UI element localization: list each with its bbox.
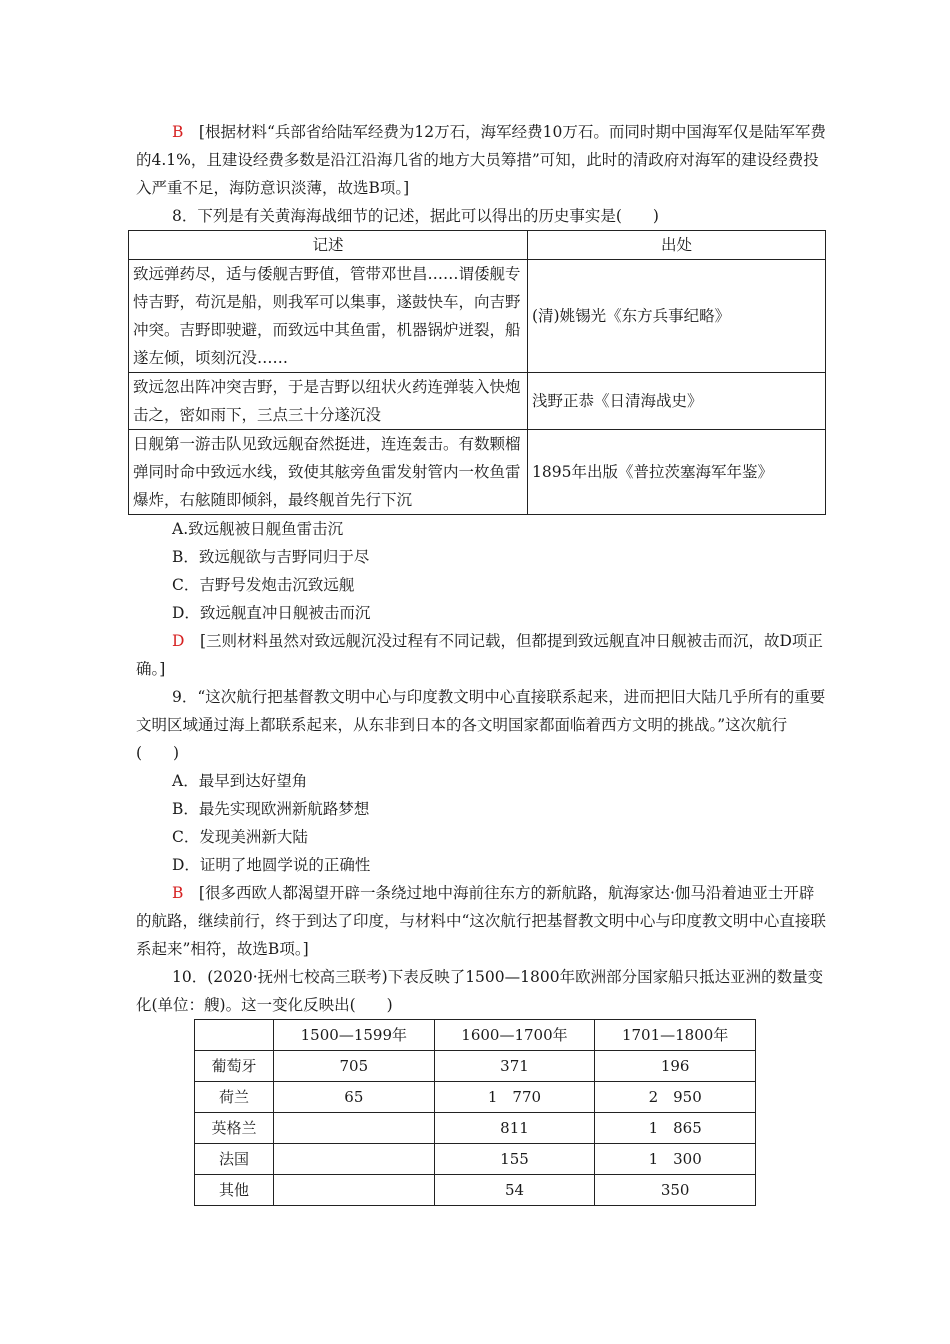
table-row xyxy=(195,1144,756,1175)
answer-explanation: [三则材料虽然对致远舰沉没过程有不同记载，但都提到致远舰直冲日舰被击而沉，故D项正确。] xyxy=(136,632,823,678)
country-cell: 英格兰 xyxy=(195,1113,274,1144)
question-8-table xyxy=(128,230,826,515)
source-cell: (清)姚锡光《东方兵事纪略》 xyxy=(528,260,826,373)
option-c: C．吉野号发炮击沉致远舰 xyxy=(172,576,355,594)
table-row xyxy=(195,1051,756,1082)
value-cell: 811 xyxy=(434,1113,595,1144)
question-9-stem: 9．“这次航行把基督教文明中心与印度教文明中心直接联系起来，进而把旧大陆几乎所有的重要文明区域通过海上都联系起来，从东非到日本的各文明国家都面临着西方文明的挑战。”这次航行( ) xyxy=(136,688,826,762)
table-header-record: 记述 xyxy=(129,231,528,260)
answer-7 xyxy=(136,118,826,202)
table-row xyxy=(129,373,826,430)
value-cell: 1 865 xyxy=(595,1113,756,1144)
value-cell: 705 xyxy=(274,1051,435,1082)
question-10-table xyxy=(194,1019,756,1206)
country-cell: 葡萄牙 xyxy=(195,1051,274,1082)
table-row xyxy=(195,1082,756,1113)
answer-letter: B xyxy=(172,123,184,141)
value-cell: 371 xyxy=(434,1051,595,1082)
table-row xyxy=(129,430,826,515)
record-cell: 致远弹药尽，适与倭舰吉野值，管带邓世昌……谓倭舰专恃吉野，苟沉是船，则我军可以集事，遂鼓快车，向吉野冲突。吉野即驶避，而致远中其鱼雷，机器锅炉迸裂，船遂左倾，顷刻沉没…… xyxy=(129,260,528,373)
value-cell: 2 950 xyxy=(595,1082,756,1113)
source-cell: 1895年出版《普拉茨塞海军年鉴》 xyxy=(528,430,826,515)
option-a: A.致远舰被日舰鱼雷击沉 xyxy=(172,520,344,538)
answer-letter: D xyxy=(172,632,185,650)
value-cell: 155 xyxy=(434,1144,595,1175)
table-header-period: 1701—1800年 xyxy=(595,1020,756,1051)
table-header-source: 出处 xyxy=(528,231,826,260)
value-cell: 1 300 xyxy=(595,1144,756,1175)
table-row xyxy=(195,1113,756,1144)
value-cell: 350 xyxy=(595,1175,756,1206)
option-b: B．最先实现欧洲新航路梦想 xyxy=(172,800,370,818)
question-8-stem: 8．下列是有关黄海海战细节的记述，据此可以得出的历史事实是( ) xyxy=(172,207,659,225)
country-cell: 荷兰 xyxy=(195,1082,274,1113)
value-cell: 196 xyxy=(595,1051,756,1082)
answer-explanation: [很多西欧人都渴望开辟一条绕过地中海前往东方的新航路，航海家达·伽马沿着迪亚士开辟的航路，继续前行，终于到达了印度，与材料中“这次航行把基督教文明中心与印度教文明中心直接联系起来”相符，故选B项。] xyxy=(136,884,826,958)
question-10-stem: 10．(2020·抚州七校高三联考)下表反映了1500—1800年欧洲部分国家船只抵达亚洲的数量变化(单位：艘)。这一变化反映出( ) xyxy=(136,968,824,1014)
option-a: A．最早到达好望角 xyxy=(172,772,308,790)
option-b: B．致远舰欲与吉野同归于尽 xyxy=(172,548,370,566)
table-header-corner xyxy=(195,1020,274,1051)
source-cell: 浅野正恭《日清海战史》 xyxy=(528,373,826,430)
record-cell: 致远忽出阵冲突吉野，于是吉野以纽状火药连弹装入快炮击之，密如雨下，三点三十分遂沉没 xyxy=(129,373,528,430)
country-cell: 法国 xyxy=(195,1144,274,1175)
value-cell: 54 xyxy=(434,1175,595,1206)
option-c: C．发现美洲新大陆 xyxy=(172,828,308,846)
table-header-period: 1600—1700年 xyxy=(434,1020,595,1051)
record-cell: 日舰第一游击队见致远舰奋然挺进，连连轰击。有数颗榴弹同时命中致远水线，致使其舷旁鱼雷发射管内一枚鱼雷爆炸，右舷随即倾斜，最终舰首先行下沉 xyxy=(129,430,528,515)
answer-letter: B xyxy=(172,884,184,902)
option-d: D．致远舰直冲日舰被击而沉 xyxy=(172,604,371,622)
value-cell xyxy=(274,1113,435,1144)
country-cell: 其他 xyxy=(195,1175,274,1206)
answer-explanation: [根据材料“兵部省给陆军经费为12万石，海军经费10万石。而同时期中国海军仅是陆军军费的4.1%，且建设经费多数是沿江沿海几省的地方大员筹措”可知，此时的清政府对海军的建设经费投入严重不足，海防意识淡薄，故选B项。] xyxy=(136,123,826,197)
value-cell: 65 xyxy=(274,1082,435,1113)
answer-9 xyxy=(136,879,826,963)
option-d: D．证明了地圆学说的正确性 xyxy=(172,856,371,874)
table-row xyxy=(195,1175,756,1206)
table-header-period: 1500—1599年 xyxy=(274,1020,435,1051)
document-page xyxy=(133,118,826,1206)
value-cell xyxy=(274,1175,435,1206)
answer-8 xyxy=(136,627,826,683)
value-cell xyxy=(274,1144,435,1175)
table-row xyxy=(129,260,826,373)
value-cell: 1 770 xyxy=(434,1082,595,1113)
